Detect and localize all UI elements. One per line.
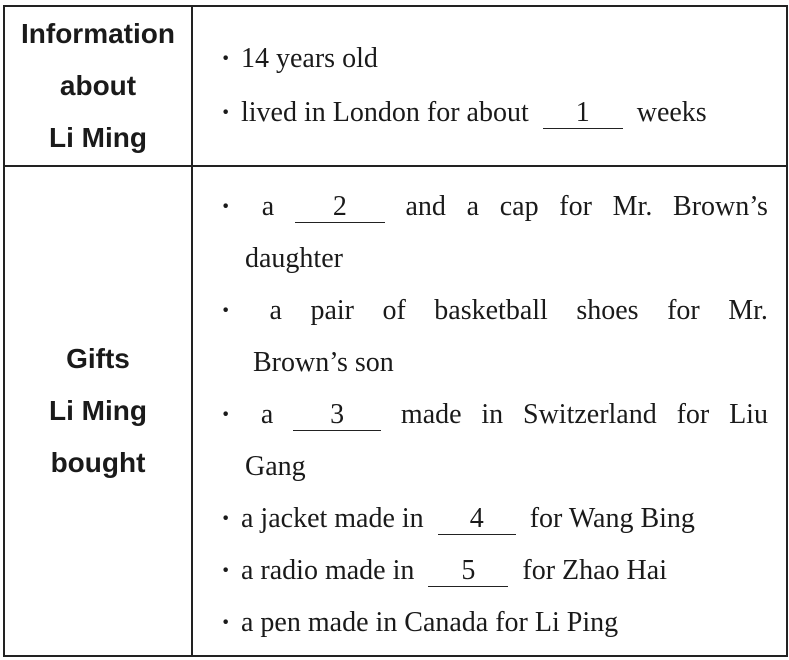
gift-item-4 (221, 503, 695, 535)
continuation-text: Brown’s son (253, 347, 394, 378)
word: for (667, 295, 700, 326)
blank-4[interactable]: 4 (438, 504, 516, 535)
gift-item-2-continuation (253, 347, 394, 379)
info-london-before: lived in London for about (241, 97, 529, 128)
gift-5-after: for Zhao Hai (522, 555, 667, 586)
word: and (405, 191, 446, 222)
worksheet-table (3, 5, 788, 657)
bullet: · (221, 295, 231, 326)
bullet: · (221, 191, 231, 222)
gift-4-before: a jacket made in (241, 503, 424, 534)
blank-3[interactable]: 3 (293, 400, 381, 431)
continuation-text: daughter (245, 243, 343, 274)
info-age-text: 14 years old (241, 43, 378, 74)
word: for (559, 191, 592, 222)
info-content-cell (193, 7, 786, 165)
gifts-content-cell (193, 167, 786, 655)
word: shoes (576, 295, 639, 326)
gift-item-5 (221, 555, 667, 587)
word: Liu (729, 399, 768, 430)
word: Brown’s (673, 191, 768, 222)
word: cap (499, 191, 539, 222)
gift-item-1 (221, 191, 768, 223)
gift-item-2 (221, 295, 768, 327)
info-heading: Information about Li Ming (21, 18, 175, 153)
word: Switzerland (523, 399, 657, 430)
info-item-london (221, 97, 707, 129)
bullet: · (221, 607, 231, 638)
continuation-text: Gang (245, 451, 306, 482)
gift-item-6 (221, 607, 618, 639)
bullet: · (221, 503, 231, 534)
bullet: · (221, 399, 231, 430)
gift-item-3 (221, 399, 768, 431)
word: a (269, 295, 282, 326)
word: a (260, 399, 274, 430)
info-row (5, 7, 786, 167)
gift-4-after: for Wang Bing (529, 503, 695, 534)
gifts-heading-cell (5, 167, 193, 655)
info-heading-cell (5, 7, 193, 165)
word: for (676, 399, 710, 430)
blank-2[interactable]: 2 (295, 192, 385, 223)
word: in (481, 399, 504, 430)
gift-item-1-continuation (245, 243, 343, 275)
bullet: · (221, 555, 231, 586)
info-london-after: weeks (636, 97, 707, 128)
info-item-age (221, 43, 378, 75)
word: pair (310, 295, 354, 326)
word: of (382, 295, 406, 326)
gift-5-before: a radio made in (241, 555, 415, 586)
word: Mr. (612, 191, 653, 222)
gifts-heading: Gifts Li Ming bought (49, 343, 147, 478)
word: a (261, 191, 275, 222)
word: a (466, 191, 480, 222)
bullet: · (221, 43, 231, 74)
word: Mr. (728, 295, 768, 326)
bullet: · (221, 97, 231, 128)
word: basketball (434, 295, 548, 326)
gift-item-3-continuation (245, 451, 306, 483)
gift-6-text: a pen made in Canada for Li Ping (241, 607, 619, 638)
blank-1[interactable]: 1 (543, 98, 623, 129)
word: made (400, 399, 462, 430)
gifts-row (5, 167, 786, 655)
blank-5[interactable]: 5 (428, 556, 508, 587)
